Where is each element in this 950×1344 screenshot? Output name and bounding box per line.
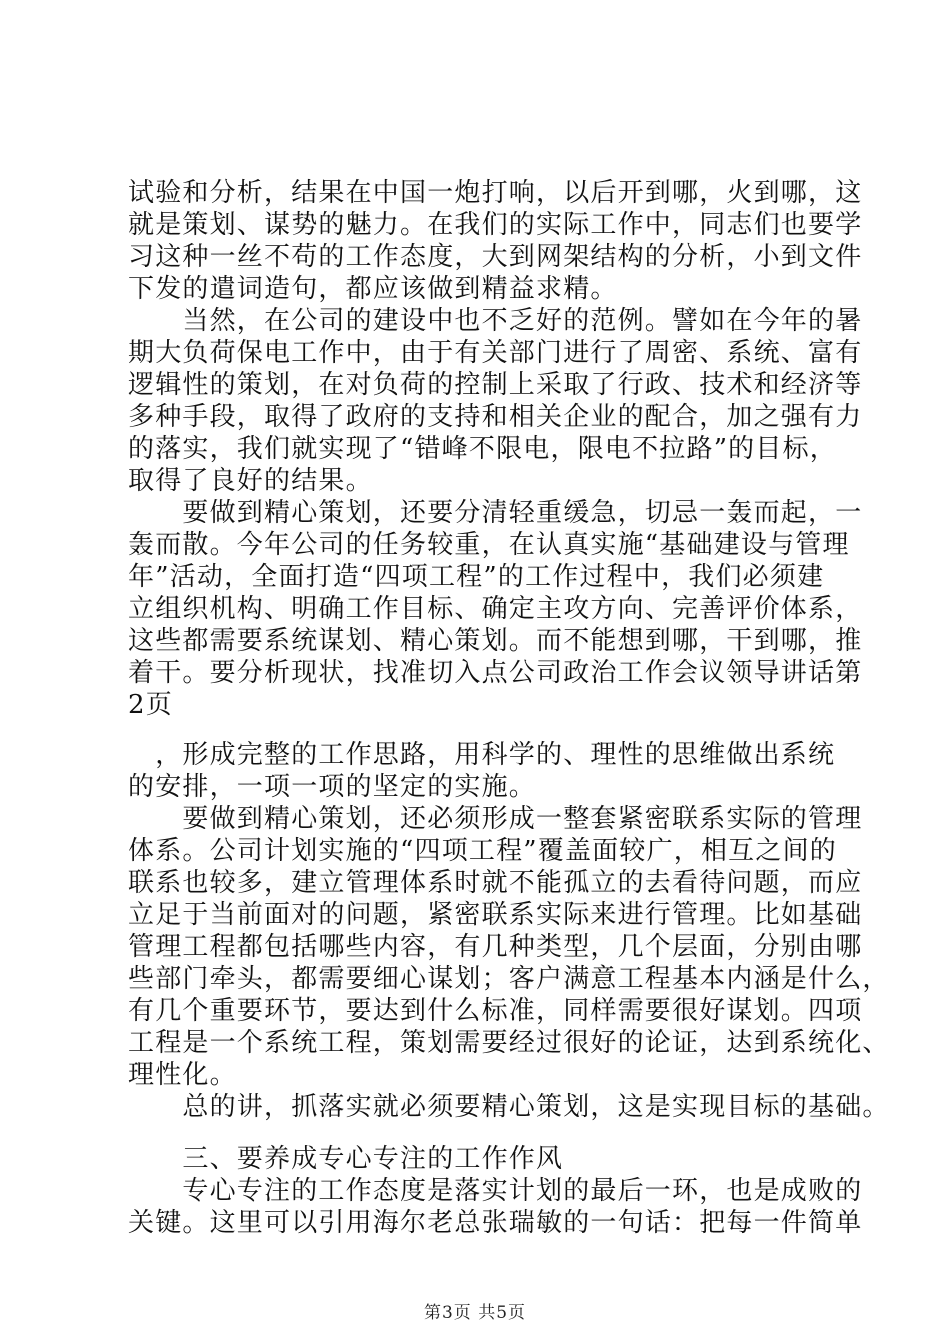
text-line: 管理工程都包括哪些内容，有几种类型，几个层面，分别由哪 xyxy=(128,932,863,962)
text-line: 的安排，一项一项的坚定的实施。 xyxy=(128,772,537,802)
text-line: 当然，在公司的建设中也不乏好的范例。譬如在今年的暑 xyxy=(128,306,863,336)
text-line: 这些都需要系统谋划、精心策划。而不能想到哪，干到哪，推 xyxy=(128,626,863,656)
text-line: 年”活动，全面打造“四项工程”的工作过程中，我们必须建 xyxy=(128,562,825,592)
text-line: 的落实，我们就实现了“错峰不限电，限电不拉路”的目标， xyxy=(128,434,837,464)
page-footer: 第3页 共5页 xyxy=(423,1303,527,1323)
text-line: ，形成完整的工作思路，用科学的、理性的思维做出系统 xyxy=(128,740,836,770)
text-line: 立组织机构、明确工作目标、确定主攻方向、完善评价体系， xyxy=(128,594,863,624)
text-line: 有几个重要环节，要达到什么标准，同样需要很好谋划。四项 xyxy=(128,996,863,1026)
text-line: 要做到精心策划，还必须形成一整套紧密联系实际的管理 xyxy=(128,804,863,834)
text-line: 理性化。 xyxy=(128,1060,237,1090)
text-line: 关键。这里可以引用海尔老总张瑞敏的一句话：把每一件简单 xyxy=(128,1208,863,1238)
text-line: 逻辑性的策划，在对负荷的控制上采取了行政、技术和经济等 xyxy=(128,370,863,400)
text-line: 些部门牵头，都需要细心谋划；客户满意工程基本内涵是什么， xyxy=(128,964,890,994)
text-line: 2页 xyxy=(128,690,173,720)
text-line: 立足于当前面对的问题，紧密联系实际来进行管理。比如基础 xyxy=(128,900,863,930)
text-line: 总的讲，抓落实就必须要精心策划，这是实现目标的基础。 xyxy=(128,1092,890,1122)
text-line: 取得了良好的结果。 xyxy=(128,466,373,496)
text-line: 体系。公司计划实施的“四项工程”覆盖面较广，相互之间的 xyxy=(128,836,837,866)
text-line: 工程是一个系统工程，策划需要经过很好的论证，达到系统化、 xyxy=(128,1028,890,1058)
text-line: 习这种一丝不苟的工作态度，大到网架结构的分析，小到文件 xyxy=(128,242,863,272)
text-line: 联系也较多，建立管理体系时就不能孤立的去看待问题，而应 xyxy=(128,868,863,898)
text-line: 就是策划、谋势的魅力。在我们的实际工作中，同志们也要学 xyxy=(128,210,863,240)
text-line: 轰而散。今年公司的任务较重，在认真实施“基础建设与管理 xyxy=(128,530,850,560)
text-line: 要做到精心策划，还要分清轻重缓急，切忌一轰而起，一 xyxy=(128,498,863,528)
section-heading: 三、要养成专心专注的工作作风 xyxy=(128,1144,564,1174)
text-line: 下发的遣词造句，都应该做到精益求精。 xyxy=(128,274,618,304)
text-line: 多种手段，取得了政府的支持和相关企业的配合，加之强有力 xyxy=(128,402,863,432)
text-line: 试验和分析，结果在中国一炮打响，以后开到哪，火到哪，这 xyxy=(128,178,863,208)
text-line: 专心专注的工作态度是落实计划的最后一环，也是成败的 xyxy=(128,1176,863,1206)
text-line: 期大负荷保电工作中，由于有关部门进行了周密、系统、富有 xyxy=(128,338,863,368)
text-line: 着干。要分析现状，找准切入点公司政治工作会议领导讲话第 xyxy=(128,658,863,688)
